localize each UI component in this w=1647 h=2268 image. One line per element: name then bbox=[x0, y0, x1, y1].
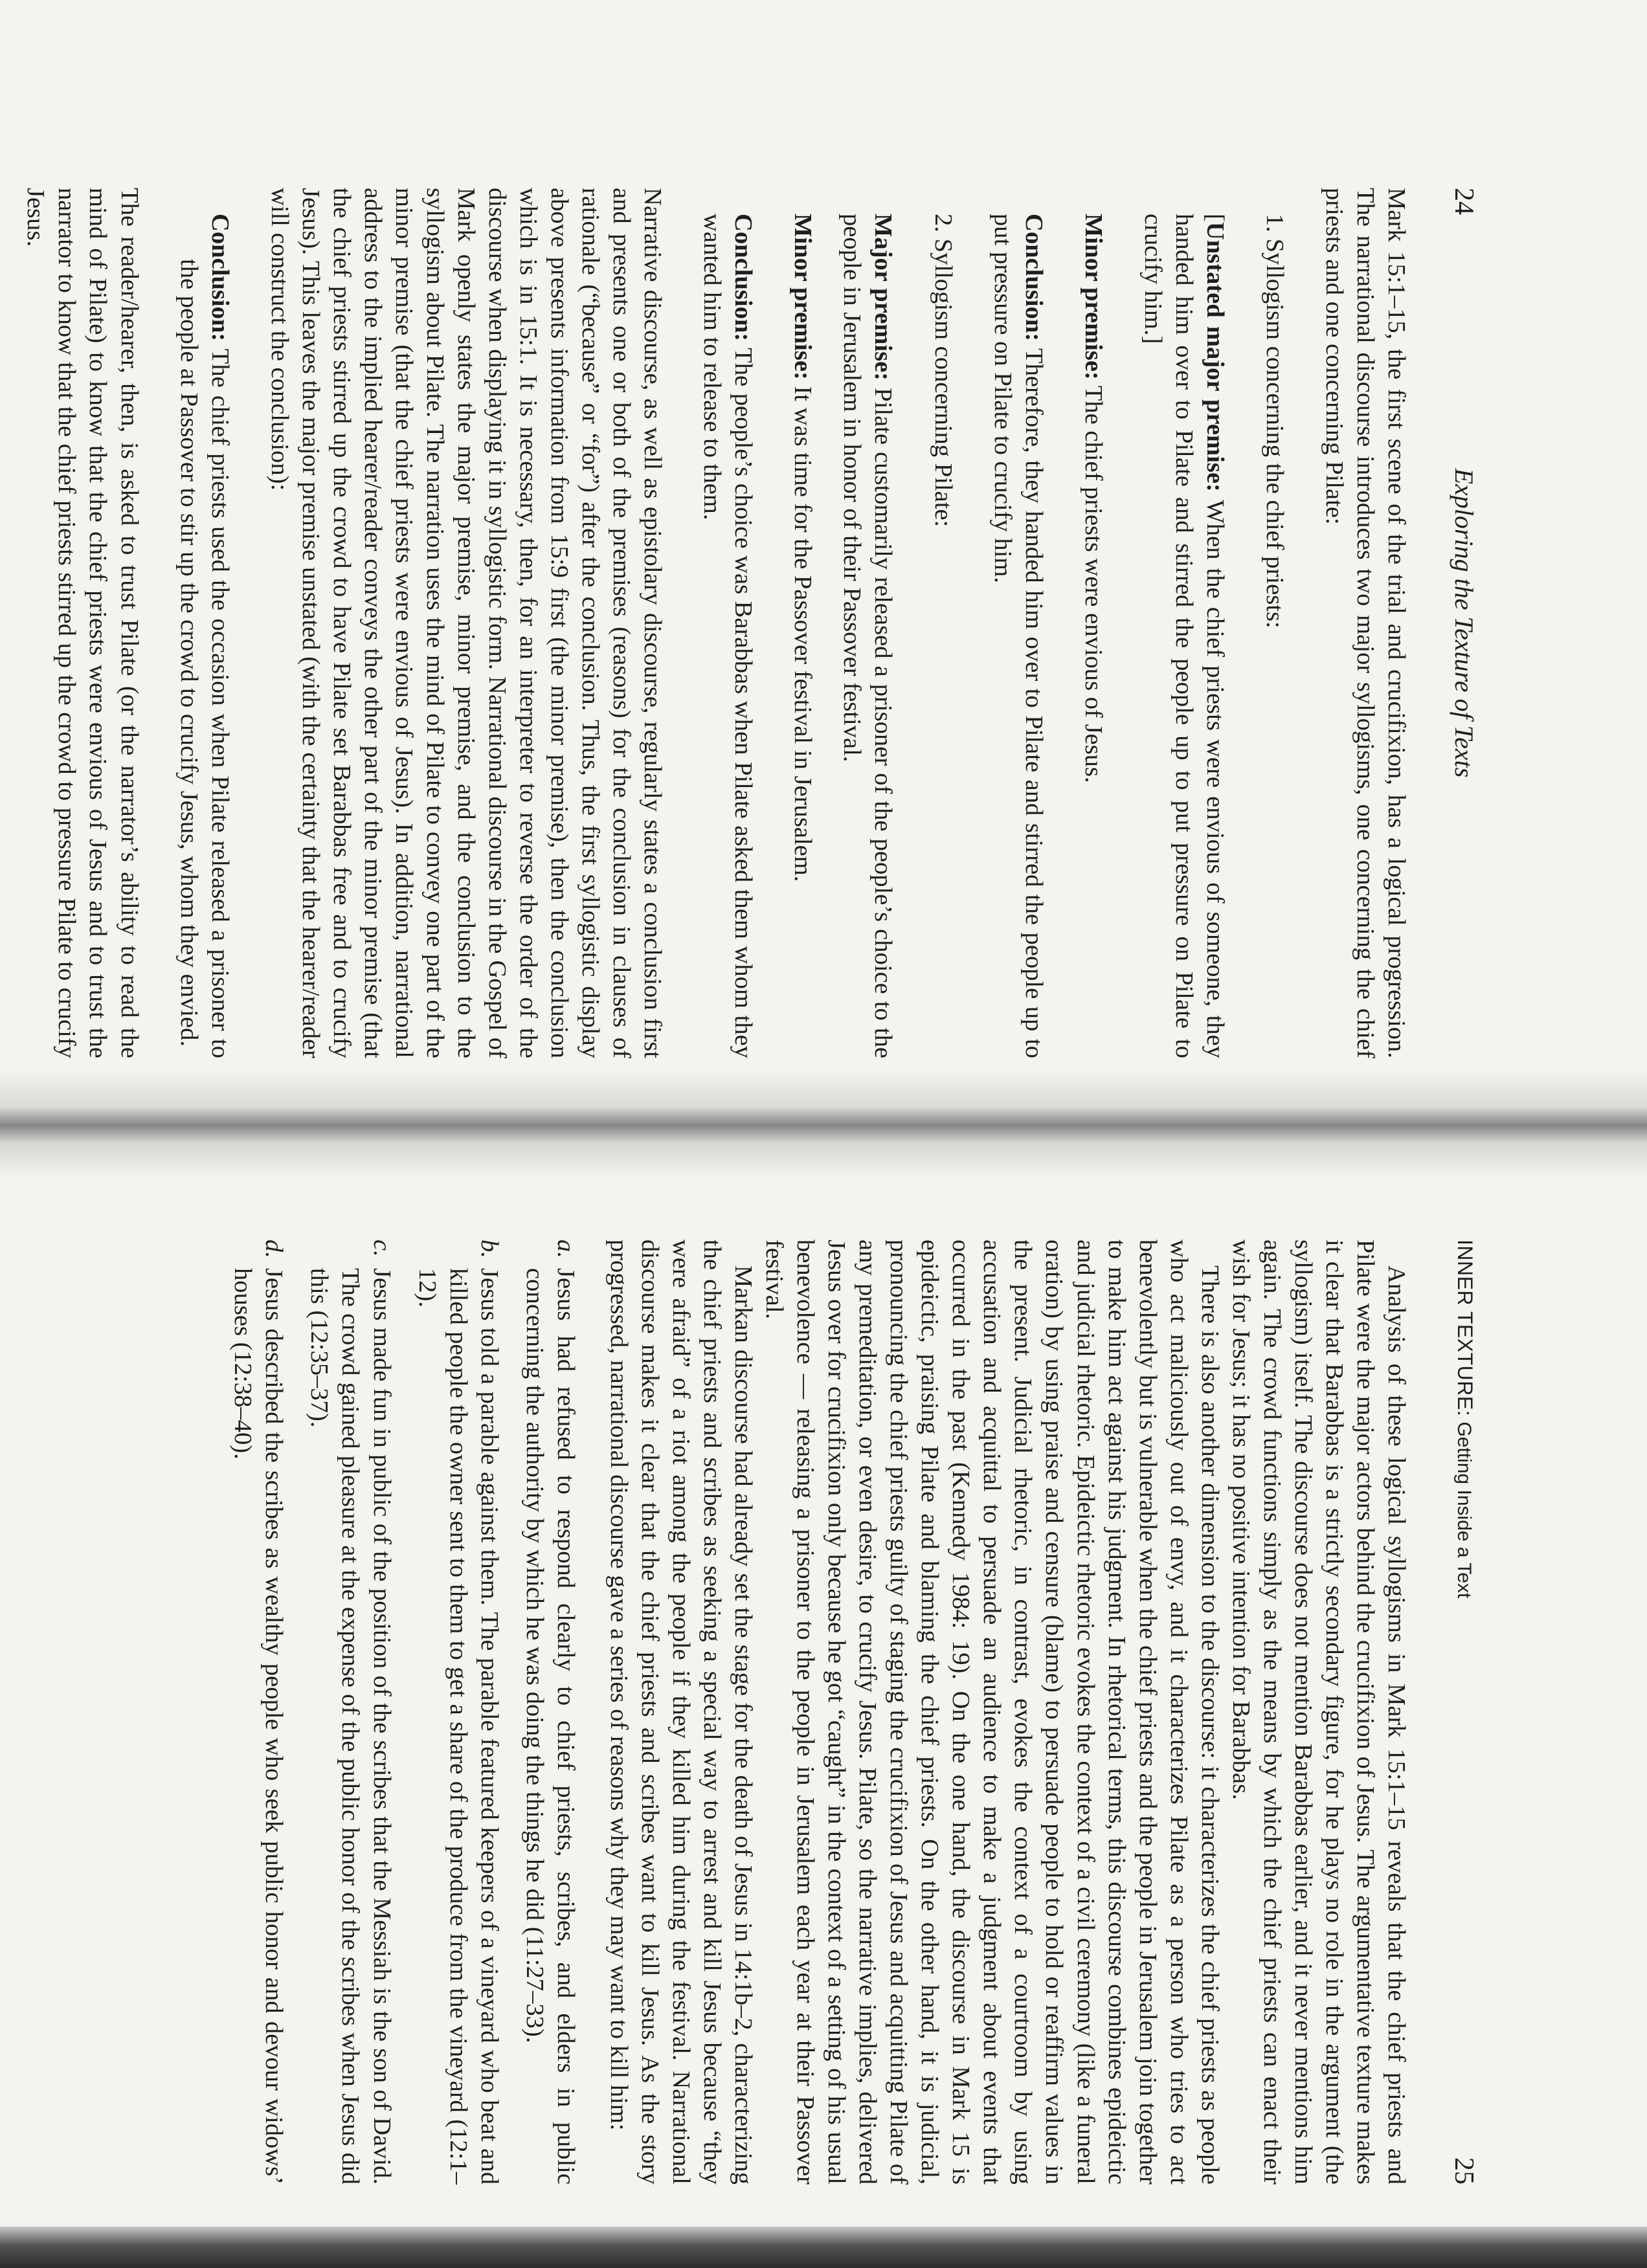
s2-major-label: Major premise: bbox=[869, 214, 897, 381]
s1-major-label: Unstated major premise: bbox=[1201, 221, 1229, 492]
page-body bbox=[227, 1240, 1412, 2185]
list-item: d. Jesus described the scribes as wealthy people who seek public honor and devour widows’ houses (12:38–40). bbox=[229, 1240, 288, 2185]
analysis-paragraph: Analysis of these logical syllogisms in Mark 15:1–15 reveals that the chief priests and Pilate were the major actors behind the crucifixion of Jesus. The argumentative texture makes it clear that Barabbas is a strictly secondary figure, for he plays no role in the argument (the syllogism) itself. The discourse does not mention Barabbas earlier, and it never mentions him again. The crowd functions simply as the means by which the chief priests can enact their wish for Jesus; it has no positive intention for Barabbas. bbox=[1227, 1240, 1410, 2185]
syllogism-2-heading: 2. Syllogism concerning Pilate: bbox=[929, 214, 957, 528]
page-header bbox=[1434, 188, 1479, 1058]
s1-minor-premise: Minor premise: The chief priests were envious of Jesus. bbox=[1079, 214, 1107, 783]
markan-discourse-paragraph: Markan discourse had already set the stage for the death of Jesus in 14:1b–2, characterizing the chief priests and scribes as seeking a special way to arrest and kill Jesus because “they were afraid” of a riot among the people if they killed him during the festival. Narrational discourse makes it clear that the chief priests and scribes want to kill Jesus. As the story progressed, narrational discourse gave a series of reasons why they may want to kill him: bbox=[605, 1240, 757, 2185]
s2-conclusion-label: Conclusion: bbox=[730, 214, 757, 342]
page-25 bbox=[139, 1240, 1479, 2185]
s1-major-premise: [Unstated major premise: When the chief priests were envious of someone, they handed him over to Pilate and stirred the people up to put pressure on Pilate to crucify him.] bbox=[1139, 214, 1229, 1058]
binding-gutter-shadow bbox=[0, 1068, 1647, 1178]
reasons-list bbox=[227, 1240, 581, 2185]
page-header bbox=[1434, 1240, 1479, 2185]
s2-minor-label: Minor premise: bbox=[789, 214, 817, 380]
s2-major-premise: Major premise: Pilate customarily released a prisoner of the people’s choice to the people in Jerusalem in honor of their Passover festival. bbox=[838, 214, 897, 1059]
s2-minor-premise: Minor premise: It was time for the Passover festival in Jerusalem. bbox=[789, 214, 817, 882]
s1-minor-label: Minor premise: bbox=[1079, 214, 1107, 380]
rhetoric-paragraph: There is also another dimension to the discourse: it characterizes the chief priests as people who act maliciously out of envy, and it characterizes Pilate as a person who tries to act benevolently but is vulnerable when the chief priests and the people in Jerusalem join together to make him act against his judgment. In rhetorical terms, this discourse combines epideictic and judicial rhetoric. Epideictic rhetoric evokes the context of a civil ceremony (like a funeral oration) by using praise and censure (blame) to persuade people to hold or reaffirm values in the present. Judicial rhetoric, in contrast, evokes the context of a courtroom by using accusation and acquittal to persuade an audience to make a judgment about events that occurred in the past (Kennedy 1984: 19). On the one hand, the discourse in Mark 15 is epideictic, praising Pilate and blaming the chief priests. On the other hand, it is judicial, pronouncing the chief priests guilty of staging the crucifixion of Jesus and acquitting Pilate of any premeditation, or even desire, to crucify Jesus. Pilate, so the narrative implies, delivered Jesus over for crucifixion only because he got “caught” in the context of a setting of his usual benevolence — releasing a prisoner to the people in Jerusalem each year at their Passover festival. bbox=[761, 1240, 1224, 2185]
list-item: a. Jesus had refused to respond clearly to chief priests, scribes, and elders in public concerning the authority by which he was doing the things he did (11:27–33). bbox=[521, 1240, 579, 2185]
narrative-discourse-paragraph: Narrative discourse, as well as epistolary discourse, regularly states a conclusion first and presents one or both of the premises (reasons) for the conclusion in clauses of rationale (“because” or “for”) after the conclusion. Thus, the first syllogistic display above presents information from 15:9 first (the minor premise), then the conclusion which is in 15:1. It is necessary, then, for an interpreter to reverse the order of the discourse when displaying it in syllogistic form. Narrational discourse in the Gospel of Mark openly states the major premise, minor premise, and the conclusion to the syllogism about Pilate. The narration uses the mind of Pilate to convey one part of the minor premise (that the chief priests were envious of Jesus). In addition, narrational address to the implied hearer/reader conveys the other part of the minor premise (that the chief priests stirred up the crowd to have Pilate set Barabbas free and to crucify Jesus). This leaves the major premise unstated (with the certainty that the hearer/reader will construct the conclusion): bbox=[265, 188, 667, 1058]
s1-conclusion: Conclusion: Therefore, they handed him over to Pilate and stirred the people up to put pressure on Pilate to crucify him. bbox=[989, 214, 1048, 1058]
page-body bbox=[20, 188, 1412, 1058]
page-number: 25 bbox=[1449, 2157, 1479, 2185]
s3-conclusion-label: Conclusion: bbox=[206, 214, 234, 342]
scan-edge bbox=[0, 2227, 1647, 2268]
list-item: c. Jesus made fun in public of the position of the scribes that the Messiah is the son of David. The crowd gained pleasure at the expense of the public honor of the scribes when Jesus did this (12:35–37). bbox=[306, 1240, 396, 2185]
s3-conclusion: Conclusion: The chief priests used the occasion when Pilate released a prisoner to the people at Passover to stir up the crowd to crucify Jesus, whom they envied. bbox=[175, 214, 234, 1058]
page-number: 24 bbox=[1449, 188, 1479, 215]
reader-hearer-paragraph: The reader/hearer, then, is asked to trust Pilate (or the narrator’s ability to read the mind of Pilate) to know that the chief priests were envious of Jesus and to trust the narrator to know that the chief priests stirred up the crowd to pressure Pilate to crucify Jesus. bbox=[22, 188, 143, 1058]
running-head: INNER TEXTURE: Getting Inside a Text bbox=[1453, 1240, 1477, 1599]
s2-conclusion: Conclusion: The people’s choice was Barabbas when Pilate asked them whom they wanted him to release to them. bbox=[699, 214, 757, 1058]
list-item: b. Jesus told a parable against them. The parable featured keepers of a vineyard who beat and killed people the owner sent to them to get a share of the produce from the vineyard (12:1–12). bbox=[413, 1240, 503, 2185]
s1-conclusion-label: Conclusion: bbox=[1020, 214, 1048, 342]
intro-paragraph: Mark 15:1–15, the first scene of the trial and crucifixion, has a logical progression. The narrational discourse introduces two major syllogisms, one concerning the chief priests and one concerning Pilate: bbox=[1320, 188, 1410, 1058]
syllogism-1-heading: 1. Syllogism concerning the chief priests: bbox=[1260, 214, 1288, 628]
page-24 bbox=[22, 188, 1479, 1059]
running-head: Exploring the Texture of Texts bbox=[1450, 468, 1479, 778]
